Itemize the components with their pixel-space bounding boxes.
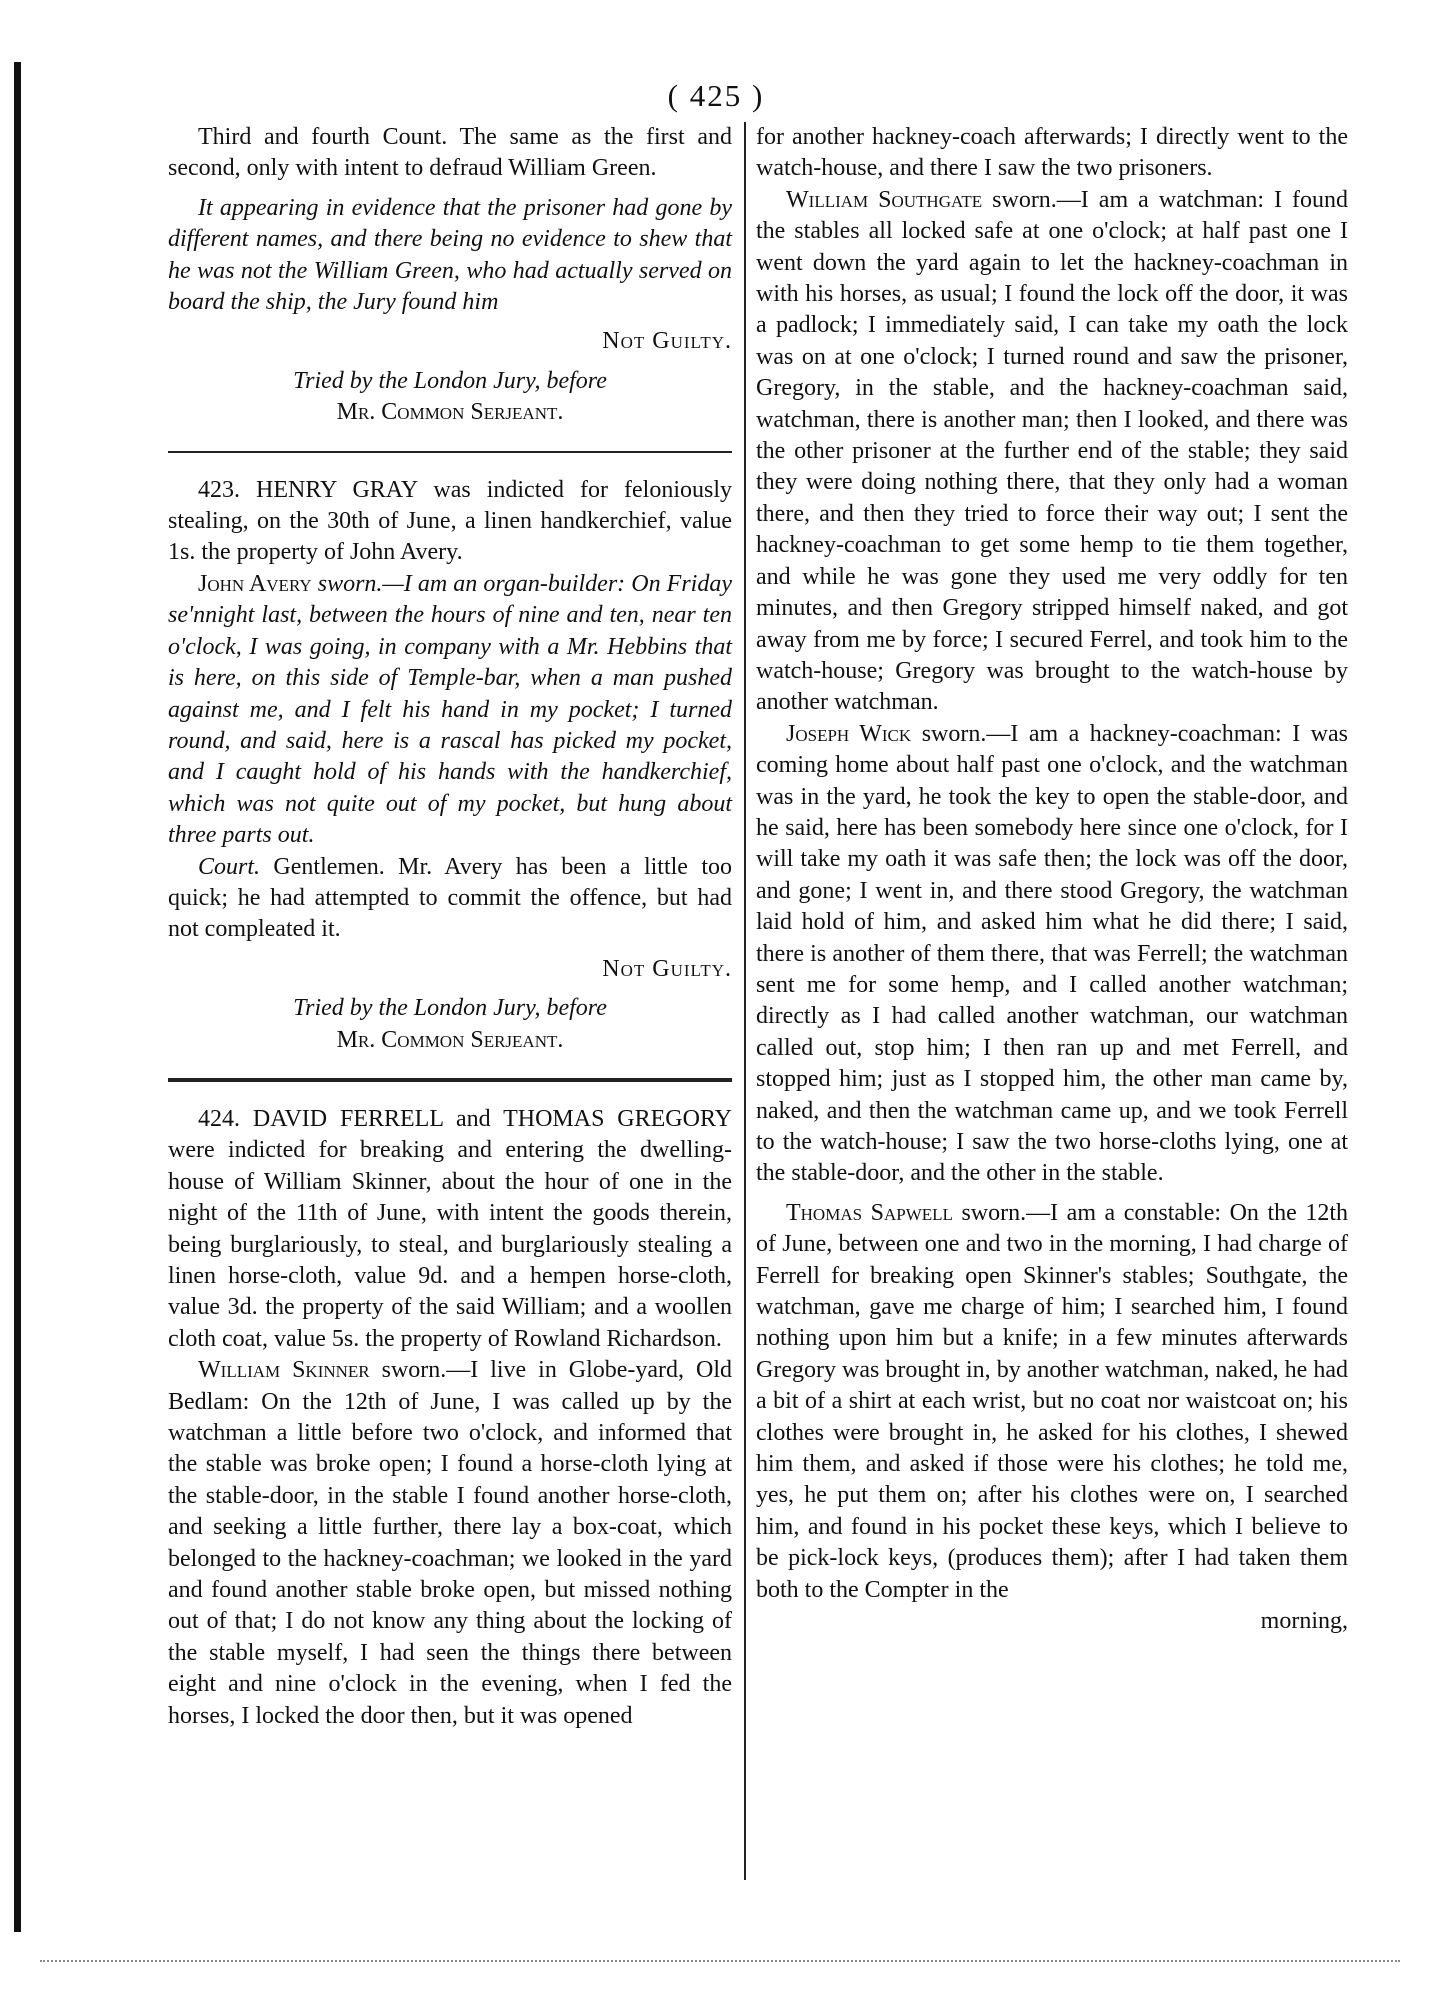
verdict: Not Guilty.: [602, 328, 732, 355]
case-separator: [168, 451, 732, 453]
court-text: Gentlemen. Mr. Avery has been a little too quick; he had attempted to commit the offence, but had not compleated it.: [168, 853, 733, 943]
tried-by-line: Tried by the London Jury, before: [293, 995, 607, 1022]
court-label: Court.: [198, 853, 261, 880]
witness-name: John Avery: [198, 570, 312, 597]
testimony-skinner: [168, 1355, 732, 1732]
continuation-text: for another hackney-coach afterwards; I directly went to the watch-house, and there I saw the two prisoners.: [756, 124, 1348, 182]
testimony-sapwell: [756, 1198, 1348, 1606]
page-edge-shadow: [14, 62, 21, 1932]
witness-testimony: sworn.—I am a hackney-coachman: I was coming home about half past one o'clock, and the watchman was in the yard, he took the key to open the stable-door, and he said, here has been somebody here since one o'clock, for I will take my oath it was safe then; the lock was off the door, and gone; I went in, and there stood Gregory, the watchman laid hold of him, and asked him what he did there; I said, there is another of them there, that was Ferrell; the watchman sent me for some hemp, and I called another watchman; directly as I had called another watchman, our watchman called out, stop him; I then ran up and met Ferrell, and stopped him; just as I stopped him, the other man came by, naked, and then the watchman came up, and we took Ferrell to the watch-house; I saw the two horse-cloths lying, one at the stable-door, and the other in the stable.: [756, 720, 1349, 1187]
witness-name: Joseph Wick: [786, 720, 912, 747]
verdict: Not Guilty.: [602, 955, 732, 982]
page-number: ( 425 ): [667, 78, 765, 113]
court-remark: [168, 852, 732, 946]
column-divider: [744, 122, 746, 1880]
tried-by-line: Tried by the London Jury, before: [293, 367, 607, 394]
testimony-wick: [756, 719, 1348, 1190]
evidence-note: It appearing in evidence that the prisoner had gone by different names, and there being no evidence to shew that he was not the William Green, who had actually served on board the ship, the Jury found him: [168, 194, 732, 316]
case-heading-424: 424. DAVID FERRELL and THOMAS GREGORY were indicted for breaking and entering the dwelling-house of William Skinner, about the hour of one in the night of the 11th of June, with intent the goods therein, being burglariously, to steal, and burglariously stealing a linen horse-cloth, value 9d. and a hempen horse-cloth, value 3d. the property of the said William; and a woollen cloth coat, value 5s. the property of Rowland Richardson.: [168, 1105, 732, 1352]
bottom-scan-noise: [40, 1960, 1400, 1964]
witness-testimony: sworn.—I am an organ-builder: On Friday se'nnight last, between the hours of nine and ten, near ten o'clock, I was going, in company with a Mr. Hebbins that is here, on this side of Temple-bar, when a man pushed against me, and I felt his hand in my pocket; I turned round, and said, here is a rascal has picked my pocket, and I caught hold of his hands with the handkerchief, which was not quite out of my pocket, but hung about three parts out.: [168, 570, 733, 849]
witness-name: William Southgate: [786, 186, 983, 213]
witness-testimony: sworn.—I am a constable: On the 12th of June, between one and two in the morning, I had charge of Ferrell for breaking open Skinner's stables; Southgate, the watchman, gave me charge of him; I searched him, I found nothing upon him but a knife; in a few minutes afterwards Gregory was brought in, by another watchman, naked, he had a bit of a shirt at each wrist, but no coat nor waistcoat on; his clothes were brought in, he asked for his clothes, I shewed him them, and asked if those were his clothes; he told me, yes, he put them on; after his clothes were on, I searched him, and found in his pocket these keys, which I believe to be pick-lock keys, (produces them); after I had taken them both to the Compter in the: [756, 1199, 1349, 1603]
catchword: morning,: [1260, 1608, 1348, 1635]
case-separator: [168, 1078, 732, 1082]
count-paragraph: Third and fourth Count. The same as the first and second, only with intent to defraud William Green.: [168, 124, 732, 182]
right-column: [756, 122, 1348, 1638]
witness-name: William Skinner: [198, 1357, 370, 1384]
witness-testimony: sworn.—I am a watchman: I found the stables all locked safe at one o'clock; at half past one I went down the yard again to let the hackney-coachman in with his horses, as usual; I found the lock off the door, it was a padlock; I immediately said, I can take my oath the lock was on at one o'clock; I turned round and saw the prisoner, Gregory, in the stable, and the hackney-coachman said, watchman, there is another man; then I looked, and there was the other prisoner at the further end of the stable; they said they were doing nothing there, that they only had a woman there, and then they tried to force their way out; I sent the hackney-coachman to get some hemp to tie them together, and while he was gone they used me very oddly for ten minutes, and then Gregory stripped himself naked, and got away from me by force; I secured Ferrel, and took him to the watch-house; Gregory was brought to the watch-house by another watchman.: [756, 186, 1349, 716]
testimony-southgate: [756, 185, 1348, 719]
case-heading-423: 423. HENRY GRAY was indicted for feloniously stealing, on the 30th of June, a linen handkerchief, value 1s. the property of John Avery.: [168, 476, 732, 566]
testimony-avery: [168, 569, 732, 852]
tried-by-judge: Mr. Common Serjeant.: [336, 399, 564, 426]
witness-name: Thomas Sapwell: [786, 1199, 953, 1226]
tried-by-judge: Mr. Common Serjeant.: [336, 1026, 564, 1053]
witness-testimony: sworn.—I live in Globe-yard, Old Bedlam: On the 12th of June, I was called up by the watchman a little before two o'clock, and informed that the stable was broke open; I found a horse-cloth lying at the stable-door, in the stable I found another horse-cloth, and seeking a little further, there lay a box-coat, which belonged to the hackney-coachman; we looked in the yard and found another stable broke open, but missed nothing out of that; I do not know any thing about the locking of the stable myself, I had seen the things there between eight and nine o'clock in the evening, when I fed the horses, I locked the door then, but it was opened: [168, 1357, 733, 1729]
left-column: [168, 122, 732, 1732]
